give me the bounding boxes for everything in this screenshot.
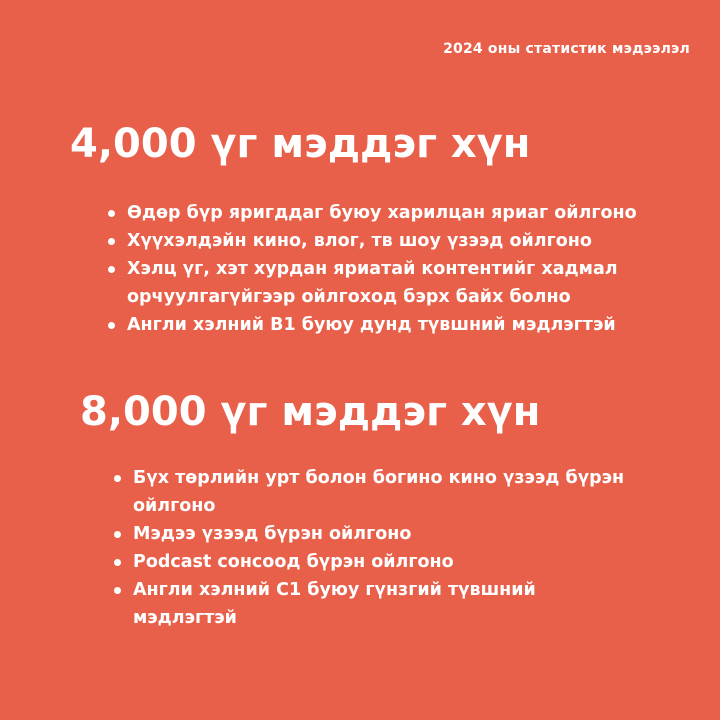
list-item-text: Англи хэлний C1 буюу гүнзгий түвшний	[133, 580, 536, 600]
list-item-text: Мэдээ үзээд бүрэн ойлгоно	[133, 524, 412, 544]
list-item	[99, 311, 709, 339]
list-item	[99, 255, 709, 311]
list-item-text: мэдлэгтэй	[133, 608, 237, 628]
list-item-text: Хүүхэлдэйн кино, влог, тв шоу үзээд ойлгоно	[127, 231, 592, 251]
list-item	[99, 199, 709, 227]
list-item-text: Англи хэлний B1 буюу дунд түвшний мэдлэгтэй	[127, 315, 616, 335]
section-title: 8,000 үг мэддэг хүн	[80, 389, 541, 435]
bullet-list	[99, 199, 709, 339]
list-item-text: Хэлц үг, хэт хурдан яриатай контентийг хадмал	[127, 259, 618, 279]
list-item	[105, 576, 705, 632]
list-item	[99, 227, 709, 255]
list-item	[105, 520, 705, 548]
bullet-list	[105, 464, 705, 632]
list-item-text: Өдөр бүр яригддаг буюу харилцан яриаг ойлгоно	[127, 203, 637, 223]
list-item-text: орчуулгагүйгээр ойлгоход бэрх байх болно	[127, 287, 571, 307]
list-item	[105, 548, 705, 576]
statistics-year-label: 2024 оны статистик мэдээлэл	[443, 41, 690, 57]
section-title: 4,000 үг мэддэг хүн	[70, 121, 531, 167]
list-item	[105, 464, 705, 520]
list-item-text: ойлгоно	[133, 496, 216, 516]
list-item-text: Podcast сонсоод бүрэн ойлгоно	[133, 552, 454, 572]
list-item-text: Бүх төрлийн урт болон богино кино үзээд бүрэн	[133, 468, 625, 488]
